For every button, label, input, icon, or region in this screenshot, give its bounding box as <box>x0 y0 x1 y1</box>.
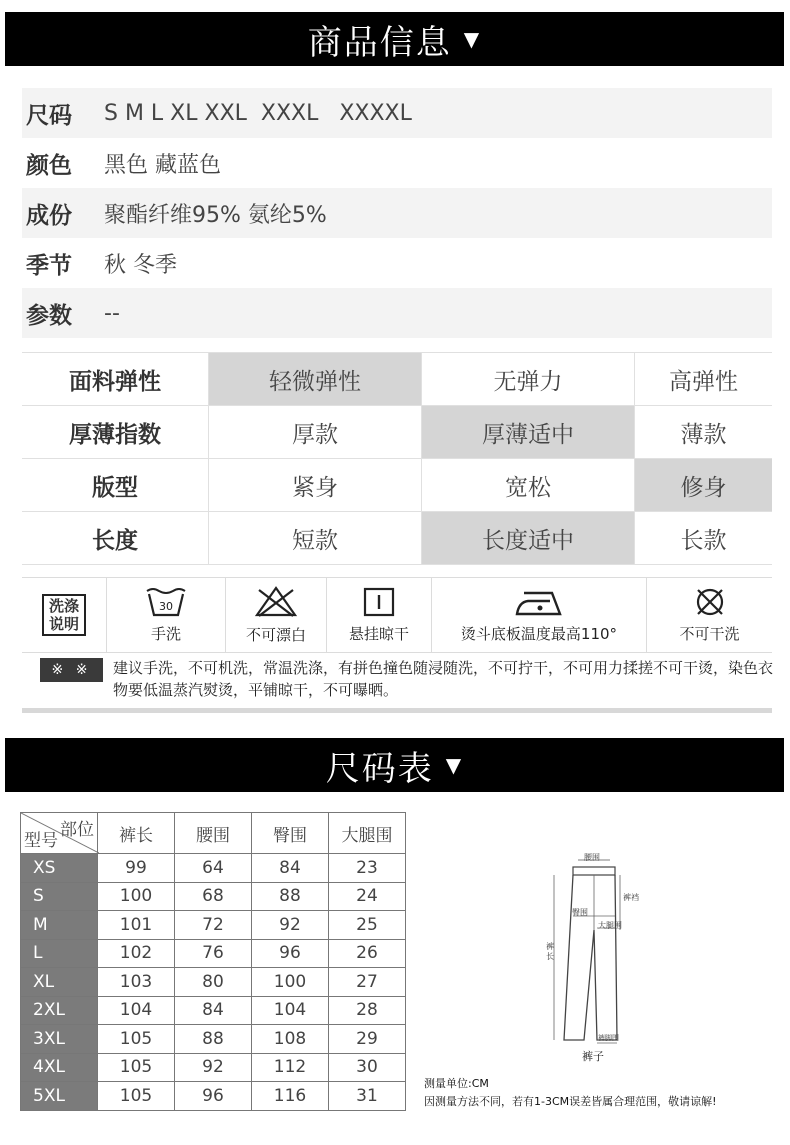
prop-option: 紧身 <box>209 459 422 512</box>
table-cell: 76 <box>175 939 252 968</box>
prop-option-selected: 修身 <box>635 459 773 512</box>
table-cell: 96 <box>175 1082 252 1111</box>
table-cell: 116 <box>252 1082 329 1111</box>
info-row-material <box>22 188 772 238</box>
prop-row-thickness <box>22 406 772 459</box>
table-row <box>21 996 406 1025</box>
table-cell: 105 <box>98 1025 175 1054</box>
table-row <box>21 968 406 997</box>
size-label: 2XL <box>21 996 98 1025</box>
table-cell: 92 <box>252 911 329 940</box>
table-row <box>21 911 406 940</box>
column-header: 腰围 <box>175 813 252 854</box>
hand-wash-icon <box>145 587 187 617</box>
corner-bottom-label: 型号 <box>24 831 58 851</box>
iron-icon <box>514 587 564 617</box>
table-cell: 84 <box>175 996 252 1025</box>
no-dry-clean-icon <box>693 587 727 617</box>
size-label: S <box>21 882 98 911</box>
table-corner <box>21 813 98 854</box>
prop-option: 短款 <box>209 512 422 565</box>
wash-temp: 30 <box>159 599 173 613</box>
info-value: 聚酯纤维95% 氨纶5% <box>104 202 327 228</box>
care-no-bleach <box>225 578 326 652</box>
measure-disclaimer: 因测量方法不同，若有1-3CM误差皆属合理范围，敬请谅解! <box>424 1095 717 1108</box>
care-caption: 手洗 <box>150 624 181 643</box>
size-header-row <box>21 813 406 854</box>
info-key: 成份 <box>26 202 72 229</box>
table-row <box>21 882 406 911</box>
prop-row-elasticity <box>22 353 772 406</box>
care-no-dry-clean <box>646 578 772 652</box>
table-cell: 25 <box>329 911 406 940</box>
info-value: -- <box>104 300 120 326</box>
divider <box>22 708 772 713</box>
table-cell: 28 <box>329 996 406 1025</box>
table-cell: 104 <box>98 996 175 1025</box>
table-cell: 29 <box>329 1025 406 1054</box>
prop-option-selected: 轻微弹性 <box>209 353 422 406</box>
table-cell: 100 <box>252 968 329 997</box>
care-iron <box>431 578 646 652</box>
info-row-params <box>22 288 772 338</box>
note-text: 建议手洗，不可机洗，常温洗涤，有拼色撞色随浸随洗，不可拧干，不可用力揉搓不可干烫，染色衣物要低温蒸汽熨烫，平铺晾干，不可曝晒。 <box>113 659 774 699</box>
product-info-list <box>22 88 772 338</box>
care-label: 洗涤说明 <box>42 594 86 636</box>
prop-option: 厚款 <box>209 406 422 459</box>
size-label: M <box>21 911 98 940</box>
table-cell: 72 <box>175 911 252 940</box>
size-label: XS <box>21 854 98 883</box>
pants-icon <box>540 850 650 1065</box>
measurement-note <box>424 1075 717 1111</box>
section-title-text: 尺码表 <box>325 748 434 789</box>
fabric-properties-table <box>22 352 772 565</box>
prop-option: 无弹力 <box>422 353 635 406</box>
section-title-product-info <box>5 12 784 66</box>
size-chart-table <box>20 812 406 1111</box>
care-label-cell <box>22 578 106 652</box>
table-cell: 104 <box>252 996 329 1025</box>
table-cell: 103 <box>98 968 175 997</box>
size-label: 4XL <box>21 1053 98 1082</box>
table-cell: 92 <box>175 1053 252 1082</box>
prop-option-selected: 厚薄适中 <box>422 406 635 459</box>
info-value: 秋 冬季 <box>104 252 177 278</box>
info-value: 黑色 藏蓝色 <box>104 152 221 178</box>
info-key: 季节 <box>26 252 72 279</box>
info-row-size <box>22 88 772 138</box>
prop-option: 宽松 <box>422 459 635 512</box>
diagram-caption: 裤子 <box>582 1050 604 1063</box>
table-row <box>21 1053 406 1082</box>
size-label: XL <box>21 968 98 997</box>
section-title-text: 商品信息 <box>307 22 452 63</box>
hang-dry-icon <box>363 587 395 617</box>
table-row <box>21 854 406 883</box>
diagram-label: 裤裆 <box>623 893 639 902</box>
info-value: S M L XL XXL XXXL XXXXL <box>104 100 412 126</box>
info-row-color <box>22 138 772 188</box>
table-cell: 68 <box>175 882 252 911</box>
prop-row-fit <box>22 459 772 512</box>
table-cell: 96 <box>252 939 329 968</box>
measure-unit: 测量单位:CM <box>424 1077 489 1090</box>
size-label: 3XL <box>21 1025 98 1054</box>
corner-top-label: 部位 <box>60 820 94 840</box>
care-caption: 烫斗底板温度最高110° <box>460 624 618 643</box>
care-caption: 不可漂白 <box>245 625 306 644</box>
table-cell: 31 <box>329 1082 406 1111</box>
diagram-label: 腰围 <box>584 853 600 862</box>
diagram-label: 裤长 <box>546 942 554 961</box>
prop-option: 高弹性 <box>635 353 773 406</box>
prop-label: 厚薄指数 <box>22 406 209 459</box>
table-cell: 100 <box>98 882 175 911</box>
table-cell: 64 <box>175 854 252 883</box>
table-cell: 105 <box>98 1053 175 1082</box>
diagram-label: 臀围 <box>572 908 588 917</box>
prop-option-selected: 长度适中 <box>422 512 635 565</box>
section-title-size-chart <box>5 738 784 792</box>
prop-label: 面料弹性 <box>22 353 209 406</box>
column-header: 大腿围 <box>329 813 406 854</box>
table-cell: 88 <box>252 882 329 911</box>
pants-measurement-diagram <box>540 850 650 1065</box>
table-cell: 23 <box>329 854 406 883</box>
table-cell: 27 <box>329 968 406 997</box>
note-badge: ※ ※ <box>40 658 103 682</box>
no-bleach-icon <box>254 586 298 618</box>
prop-row-length <box>22 512 772 565</box>
table-cell: 99 <box>98 854 175 883</box>
column-header: 裤长 <box>98 813 175 854</box>
care-hand-wash <box>106 578 225 652</box>
table-row <box>21 1025 406 1054</box>
table-cell: 101 <box>98 911 175 940</box>
care-caption: 不可干洗 <box>679 624 740 643</box>
triangle-down-icon: ▼ <box>463 27 482 51</box>
table-cell: 30 <box>329 1053 406 1082</box>
prop-option: 薄款 <box>635 406 773 459</box>
diagram-label: 大腿围 <box>598 921 622 930</box>
care-hang-dry <box>326 578 431 652</box>
table-row <box>21 1082 406 1111</box>
size-label: 5XL <box>21 1082 98 1111</box>
care-caption: 悬挂晾干 <box>348 624 409 643</box>
table-cell: 26 <box>329 939 406 968</box>
prop-label: 版型 <box>22 459 209 512</box>
triangle-down-icon: ▼ <box>445 753 464 777</box>
table-row <box>21 939 406 968</box>
table-cell: 112 <box>252 1053 329 1082</box>
info-key: 参数 <box>26 302 72 329</box>
table-cell: 88 <box>175 1025 252 1054</box>
prop-label: 长度 <box>22 512 209 565</box>
care-instructions <box>22 577 772 653</box>
info-row-season <box>22 238 772 288</box>
table-cell: 105 <box>98 1082 175 1111</box>
info-key: 颜色 <box>26 152 72 179</box>
table-cell: 102 <box>98 939 175 968</box>
table-cell: 24 <box>329 882 406 911</box>
prop-option: 长款 <box>635 512 773 565</box>
table-cell: 84 <box>252 854 329 883</box>
diagram-label: 裤脚围 <box>598 1034 619 1042</box>
table-cell: 108 <box>252 1025 329 1054</box>
table-cell: 80 <box>175 968 252 997</box>
size-label: L <box>21 939 98 968</box>
column-header: 臀围 <box>252 813 329 854</box>
info-key: 尺码 <box>26 102 72 129</box>
